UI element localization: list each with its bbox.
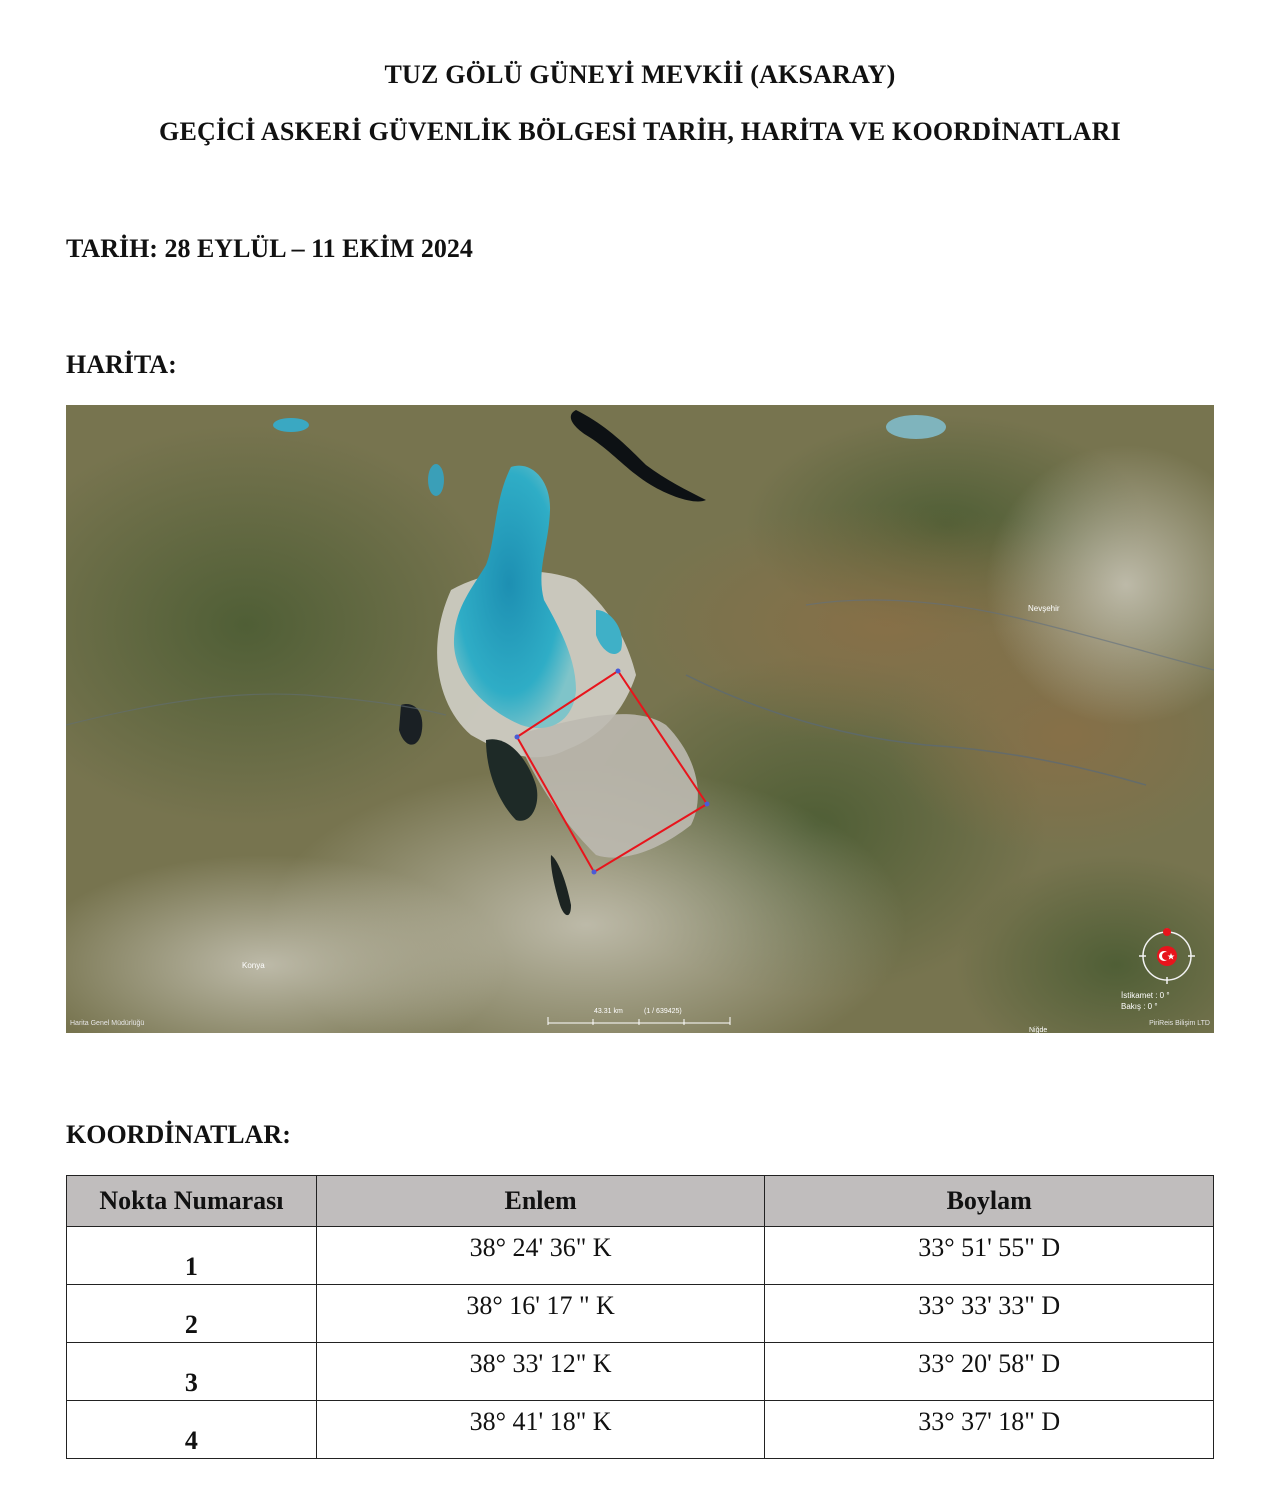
- point-number: 4: [67, 1401, 317, 1459]
- map-scale-ratio: (1 / 639425): [644, 1008, 682, 1015]
- map-label-konya: Konya: [242, 961, 265, 970]
- longitude-value: 33° 20' 58" D: [765, 1343, 1214, 1401]
- map-tilt-readout: Bakış : 0 °: [1121, 1002, 1158, 1011]
- map-scale-distance: 43.31 km: [594, 1008, 623, 1015]
- column-header-point-number: Nokta Numarası: [67, 1176, 317, 1227]
- small-lake: [886, 415, 946, 439]
- table-header-row: [67, 1176, 1214, 1227]
- date-heading: TARİH: 28 EYLÜL – 11 EKİM 2024: [66, 234, 473, 263]
- longitude-value: 33° 33' 33" D: [765, 1285, 1214, 1343]
- zone-vertex-marker: [616, 669, 621, 674]
- longitude-value: 33° 37' 18" D: [765, 1401, 1214, 1459]
- table-row: [67, 1285, 1214, 1343]
- map-label-nevsehir: Nevşehir: [1028, 604, 1060, 613]
- map-label-nigde: Niğde: [1029, 1027, 1048, 1033]
- map-heading: HARİTA:: [66, 350, 177, 379]
- latitude-value: 38° 41' 18" K: [316, 1401, 765, 1459]
- satellite-map: [66, 405, 1214, 1033]
- table-row: [67, 1227, 1214, 1285]
- map-credit-left: Harita Genel Müdürlüğü: [70, 1020, 145, 1027]
- longitude-value: 33° 51' 55" D: [765, 1227, 1214, 1285]
- zone-vertex-marker: [592, 870, 597, 875]
- document-title-line-2: GEÇİCİ ASKERİ GÜVENLİK BÖLGESİ TARİH, HARİTA VE KOORDİNATLARI: [159, 117, 1121, 146]
- latitude-value: 38° 16' 17 " K: [316, 1285, 765, 1343]
- latitude-value: 38° 24' 36" K: [316, 1227, 765, 1285]
- coordinates-heading: KOORDİNATLAR:: [66, 1120, 291, 1149]
- zone-vertex-marker: [705, 802, 710, 807]
- point-number: 2: [67, 1285, 317, 1343]
- coordinates-table: [66, 1175, 1214, 1459]
- zone-vertex-marker: [515, 735, 520, 740]
- latitude-value: 38° 33' 12" K: [316, 1343, 765, 1401]
- small-lake: [428, 464, 444, 496]
- point-number: 3: [67, 1343, 317, 1401]
- column-header-latitude: Enlem: [316, 1176, 765, 1227]
- point-number: 1: [67, 1227, 317, 1285]
- small-lake: [273, 418, 309, 432]
- column-header-longitude: Boylam: [765, 1176, 1214, 1227]
- table-row: [67, 1401, 1214, 1459]
- map-credit-right: PiriReis Bilişim LTD: [1149, 1020, 1210, 1027]
- table-row: [67, 1343, 1214, 1401]
- document-title-line-1: TUZ GÖLÜ GÜNEYİ MEVKİİ (AKSARAY): [384, 60, 896, 89]
- map-heading-readout: İstikamet : 0 °: [1121, 991, 1170, 1000]
